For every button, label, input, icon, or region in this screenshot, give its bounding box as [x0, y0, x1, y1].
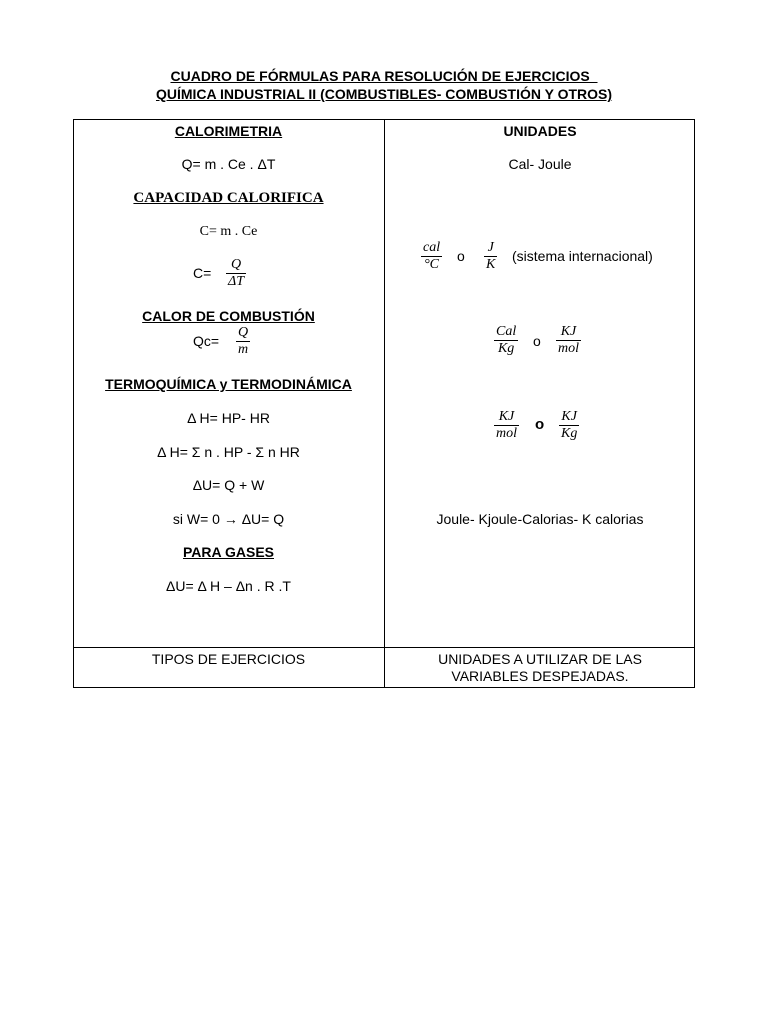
unit-separator: o	[533, 333, 541, 349]
termo-formula-2: Δ H= Σ n . HP - Σ n HR	[157, 444, 300, 460]
unit-separator: o	[457, 248, 465, 264]
tipos-de-ejercicios-cell: TIPOS DE EJERCICIOS	[151, 651, 306, 667]
unit-fraction-kj-per-mol	[556, 324, 581, 357]
fraction-denominator: Kg	[497, 341, 515, 356]
fraction-numerator: cal	[423, 240, 441, 255]
document-title-line-1: CUADRO DE FÓRMULAS PARA RESOLUCIÓN DE EJERCICIOS	[170, 68, 598, 84]
fraction-numerator: Q	[238, 325, 249, 340]
fraction-numerator: Q	[230, 257, 242, 272]
termo-formula-4: si W= 0 → ΔU= Q	[172, 511, 285, 527]
unidades-energy-list: Joule- Kjoule-Calorias- K calorias	[436, 511, 644, 527]
gases-heading: PARA GASES	[182, 544, 274, 560]
termo-heading: TERMOQUÍMICA y TERMODINÁMICA	[105, 376, 352, 392]
fraction-numerator: KJ	[560, 324, 577, 339]
fraction-denominator: mol	[496, 426, 517, 441]
fraction-denominator: ΔT	[228, 274, 245, 289]
calor-combustion-prefix: Qc=	[193, 333, 220, 349]
unit-fraction-cal-per-kg	[494, 324, 518, 357]
capacidad-formula-2-prefix: C=	[193, 265, 212, 281]
calorimetria-formula: Q= m . Ce . ΔT	[181, 156, 276, 172]
fraction-denominator: mol	[558, 341, 579, 356]
fraction-numerator: KJ	[498, 409, 515, 424]
termo-formula-3: ΔU= Q + W	[192, 477, 265, 493]
capacidad-fraction	[226, 257, 246, 290]
calor-combustion-heading: CALOR DE COMBUSTIÓN	[142, 308, 315, 324]
fraction-denominator: °C	[424, 257, 440, 272]
fraction-denominator: m	[238, 342, 249, 357]
unidades-heading: UNIDADES	[503, 123, 577, 139]
calor-combustion-fraction	[236, 325, 250, 358]
unit-fraction-j-per-k	[484, 240, 497, 273]
calorimetria-heading: CALORIMETRIA	[174, 123, 283, 139]
fraction-numerator: Cal	[496, 324, 517, 339]
capacidad-formula-1: C= m . Ce	[199, 224, 258, 239]
fraction-numerator: J	[487, 240, 494, 255]
document-title-line-2: QUÍMICA INDUSTRIAL II (COMBUSTIBLES- COMBUSTIÓN Y OTROS)	[155, 86, 613, 102]
unit-si-note: (sistema internacional)	[512, 248, 653, 264]
table-column-divider	[384, 119, 385, 688]
unidades-a-utilizar-line-2: VARIABLES DESPEJADAS.	[451, 668, 629, 684]
unit-fraction-kj-per-kg	[559, 409, 579, 442]
gases-formula: ΔU= Δ H – Δn . R .T	[166, 578, 291, 594]
table-row-divider	[73, 647, 695, 648]
unit-fraction-cal-per-c	[421, 240, 442, 273]
termo-formula-1: Δ H= HP- HR	[187, 410, 270, 426]
fraction-denominator: K	[486, 257, 496, 272]
unidades-a-utilizar-cell	[385, 651, 695, 685]
unit-fraction-kj-per-mol-2	[494, 409, 519, 442]
unidades-a-utilizar-line-1: UNIDADES A UTILIZAR DE LAS	[438, 651, 642, 667]
capacidad-heading: CAPACIDAD CALORIFICA	[133, 190, 324, 206]
unidades-cal-joule: Cal- Joule	[508, 156, 572, 172]
unit-separator: o	[535, 416, 545, 433]
fraction-denominator: Kg	[561, 426, 578, 441]
fraction-numerator: KJ	[561, 409, 577, 424]
